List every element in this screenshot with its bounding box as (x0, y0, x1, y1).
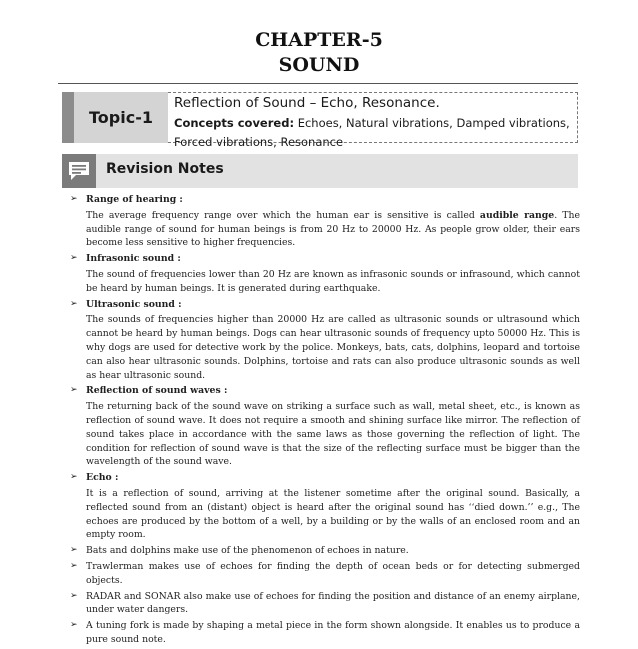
note-text: It is a reflection of sound, arriving at the listener sometime after the original sound. Basically, a reflected sound from an (distant) object is heard after the original sound has ‘‘died down.’’ e.g., The echoes are produced by the bottom of a well, by a building or by the walls of an enclosed room and an empty room. (86, 487, 580, 541)
topic-tab-label: Topic-1 (89, 108, 153, 127)
arrow-bullet-icon: ➢ (70, 194, 78, 204)
note-radar-sonar (70, 590, 580, 618)
note-text: Trawlerman makes use of echoes for finding the depth of ocean beds or for detecting submerged objects. (86, 560, 580, 586)
note-text: Bats and dolphins make use of the phenomenon of echoes in nature. (86, 545, 409, 557)
note-bats-dolphins (70, 544, 580, 558)
note-echo (70, 471, 580, 542)
note-text-part: The average frequency range over which the human ear is sensitive is called (86, 209, 480, 221)
note-chat-icon (62, 154, 96, 188)
chapter-heading (0, 28, 638, 78)
note-text: The sounds of frequencies higher than 20000 Hz are called as ultrasonic sounds or ultrasound which cannot be heard by human beings. Dogs can hear ultrasonic sounds of frequency upto 50000 Hz. This is why dogs are used for detective work by the police. Monkeys, bats, cats, dolphins, leopard and tortoise can also hear ultrasonic sounds. Dolphins, tortoise and rats can also produce ultrasonic sounds as well as hear ultrasonic sound. (86, 314, 580, 381)
chapter-title: SOUND (278, 54, 360, 76)
note-text: The sound of frequencies lower than 20 Hz are known as infrasonic sounds or infrasound, which cannot be heard by human beings. It is generated during earthquake. (86, 268, 580, 294)
note-heading: Infrasonic sound : (86, 253, 181, 265)
note-tuning-fork (70, 619, 580, 647)
concepts-list: Echoes, Natural vibrations, Damped vibrations, Forced vibrations, Resonance (174, 116, 570, 149)
revision-notes-list (70, 193, 580, 649)
note-reflection (70, 384, 580, 469)
note-text: The returning back of the sound wave on striking a surface such as wall, metal sheet, etc., is known as reflection of sound wave. It does not require a smooth and shining surface like mirror. The reflection of sound takes place in accordance with the same laws as those governing the reflection of light. The condition for reflection of sound wave is that the size of the reflecting surface must be bigger than the wavelength of the sound wave. (86, 401, 580, 468)
note-text (86, 209, 580, 250)
revision-notes-bar (62, 154, 578, 188)
topic-box (168, 92, 578, 149)
note-heading: Reflection of sound waves : (86, 385, 228, 397)
heading-divider (58, 83, 578, 84)
arrow-bullet-icon: ➢ (70, 253, 78, 264)
note-heading: Ultrasonic sound : (86, 298, 182, 310)
arrow-bullet-icon: ➢ (70, 560, 78, 571)
note-heading: Echo : (86, 472, 119, 484)
arrow-bullet-icon: ➢ (70, 298, 78, 309)
revision-notes-title: Revision Notes (106, 161, 224, 177)
note-keyword: audible range (479, 209, 555, 221)
concepts-label: Concepts covered: (174, 116, 295, 130)
note-trawlerman (70, 560, 580, 588)
arrow-bullet-icon: ➢ (70, 545, 78, 556)
note-text-part: . The audible range of sound for human beings is from 20 Hz to 20000 Hz. As people grow older, their ears become less sensitive to higher frequencies. (86, 209, 580, 249)
note-heading: Range of hearing : (86, 194, 183, 205)
arrow-bullet-icon: ➢ (70, 620, 78, 631)
note-text: A tuning fork is made by shaping a metal piece in the form shown alongside. It enables us to produce a pure sound note. (86, 620, 580, 645)
topic-title: Reflection of Sound – Echo, Resonance. (174, 95, 440, 111)
note-infrasonic (70, 252, 580, 295)
chapter-number: CHAPTER-5 (255, 29, 383, 51)
arrow-bullet-icon: ➢ (70, 385, 78, 396)
note-ultrasonic (70, 298, 580, 383)
topic-tab (62, 92, 168, 143)
note-text: RADAR and SONAR also make use of echoes for finding the position and distance of an enemy airplane, under water dangers. (86, 590, 580, 616)
arrow-bullet-icon: ➢ (70, 472, 78, 483)
note-range-of-hearing (70, 193, 580, 250)
arrow-bullet-icon: ➢ (70, 590, 78, 601)
topic-banner (62, 92, 578, 149)
topic-concepts (174, 116, 570, 149)
